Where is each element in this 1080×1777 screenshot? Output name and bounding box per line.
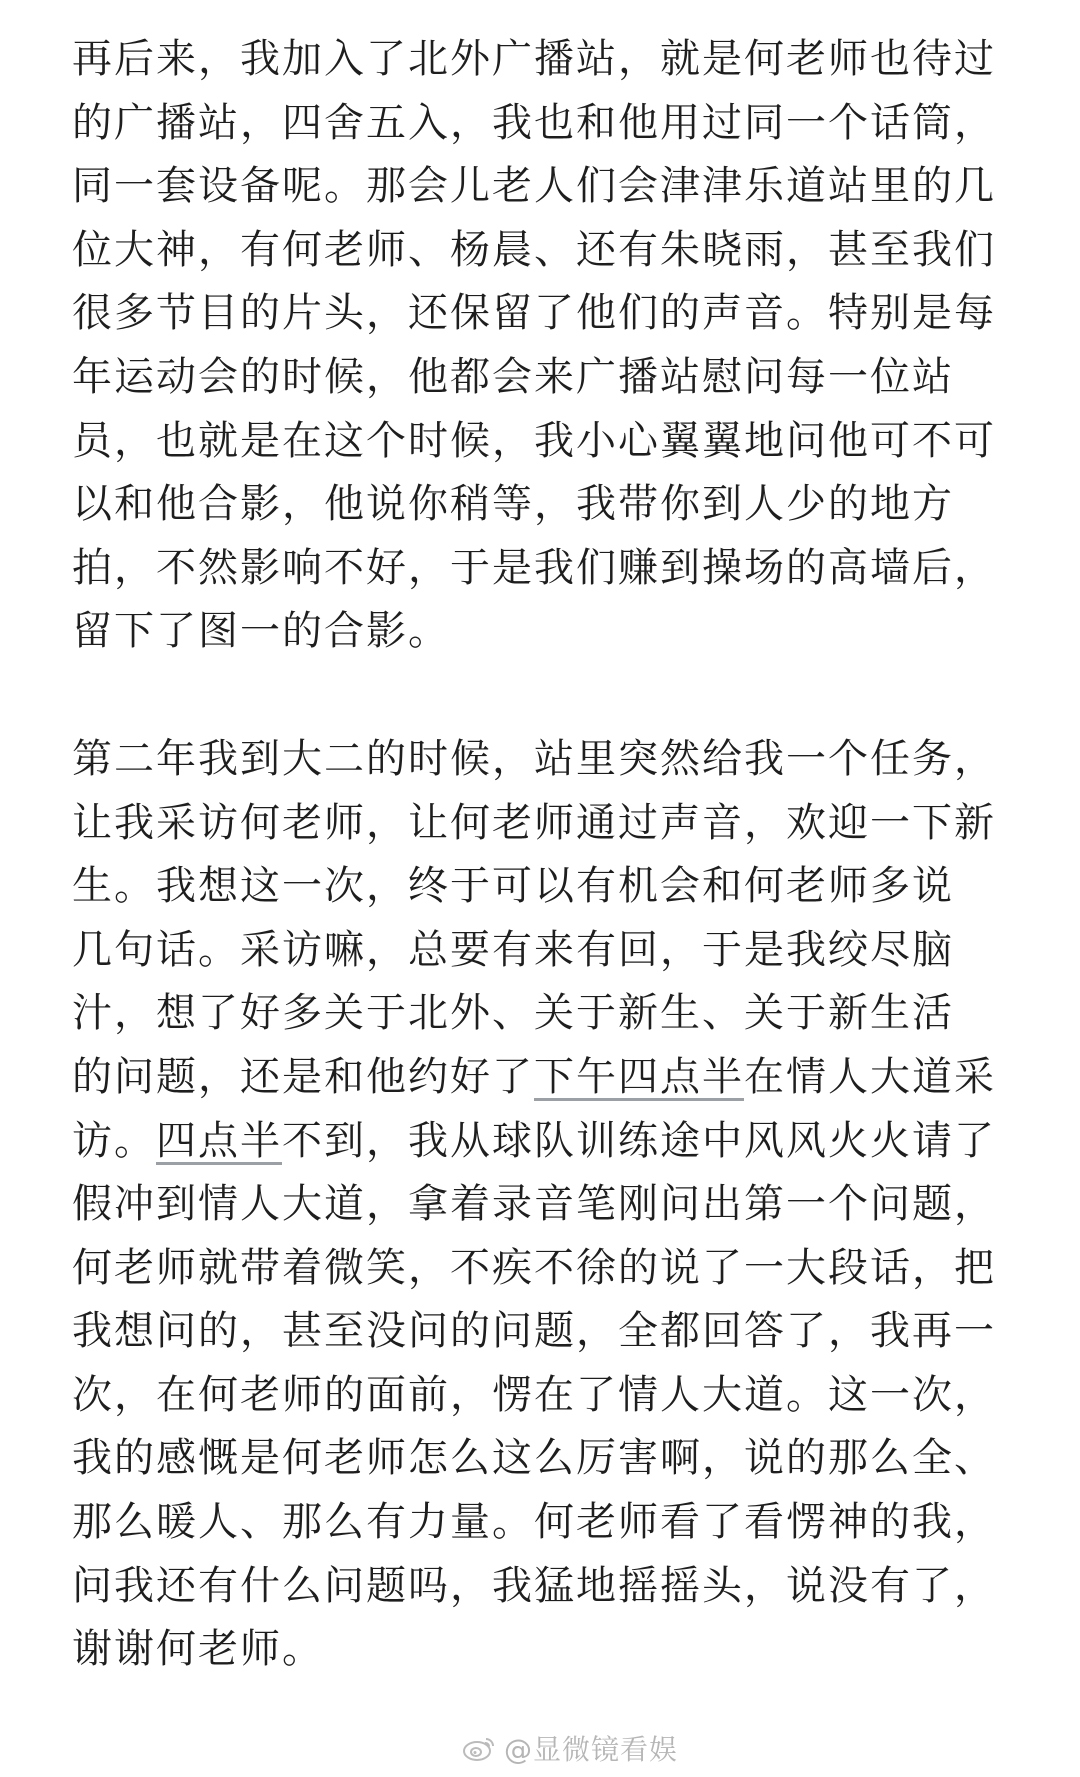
weibo-watermark (462, 1728, 678, 1768)
text-line: 何老师就带着微笑，不疾不徐的说了一大段话，把 (72, 1244, 996, 1291)
text-line: 拍，不然影响不好，于是我们赚到操场的高墙后， (72, 544, 996, 591)
text-line: 再后来，我加入了北外广播站，就是何老师也待过 (72, 36, 996, 82)
text-line: 几句话。采访嘛，总要有来有回，于是我绞尽脑 (72, 926, 954, 973)
text-line: 留下了图一的合影。 (72, 608, 450, 655)
text-line: 我想问的，甚至没问的问题，全都回答了，我再一 (72, 1308, 996, 1355)
watermark-text: @显微镜看娱 (504, 1733, 679, 1766)
text-line: 问我还有什么问题吗，我猛地摇摇头，说没有了， (72, 1562, 996, 1609)
text-line: 员，也就是在这个时候，我小心翼翼地问他可不可 (72, 417, 996, 464)
weibo-logo-icon (462, 1734, 496, 1762)
highlighted-time: 下午四点半 (534, 1053, 744, 1100)
text-line: 次，在何老师的面前，愣在了情人大道。这一次， (72, 1371, 996, 1418)
article-body (72, 28, 1012, 1682)
paragraph-1 (72, 28, 1012, 664)
text-segment: 不到，我从球队训练途中风风火火请了 (282, 1117, 996, 1164)
text-segment: 的问题，还是和他约好了 (72, 1053, 534, 1100)
text-line: 生。我想这一次，终于可以有机会和何老师多说 (72, 863, 954, 910)
text-line: 年运动会的时候，他都会来广播站慰问每一位站 (72, 353, 954, 400)
text-segment: 在情人大道采 (744, 1053, 996, 1100)
text-line: 我的感慨是何老师怎么这么厉害啊，说的那么全、 (72, 1435, 996, 1482)
text-line: 很多节目的片头，还保留了他们的声音。特别是每 (72, 290, 996, 337)
text-line: 的广播站，四舍五入，我也和他用过同一个话筒， (72, 99, 996, 146)
text-line: 同一套设备呢。那会儿老人们会津津乐道站里的几 (72, 163, 996, 210)
text-line: 汁，想了好多关于北外、关于新生、关于新生活 (72, 990, 954, 1037)
text-line: 以和他合影，他说你稍等，我带你到人少的地方 (72, 481, 954, 528)
text-line: 谢谢何老师。 (72, 1626, 324, 1673)
text-line: 第二年我到大二的时候，站里突然给我一个任务， (72, 735, 996, 782)
text-line (72, 1046, 1012, 1110)
highlighted-time: 四点半 (156, 1117, 282, 1164)
text-line: 那么暖人、那么有力量。何老师看了看愣神的我， (72, 1499, 996, 1546)
paragraph-2 (72, 728, 1012, 1682)
text-line: 让我采访何老师，让何老师通过声音，欢迎一下新 (72, 799, 996, 846)
text-line: 位大神，有何老师、杨晨、还有朱晓雨，甚至我们 (72, 226, 996, 273)
text-line (72, 1110, 1012, 1174)
text-segment: 访。 (72, 1117, 156, 1164)
text-line: 假冲到情人大道，拿着录音笔刚问出第一个问题， (72, 1181, 996, 1228)
